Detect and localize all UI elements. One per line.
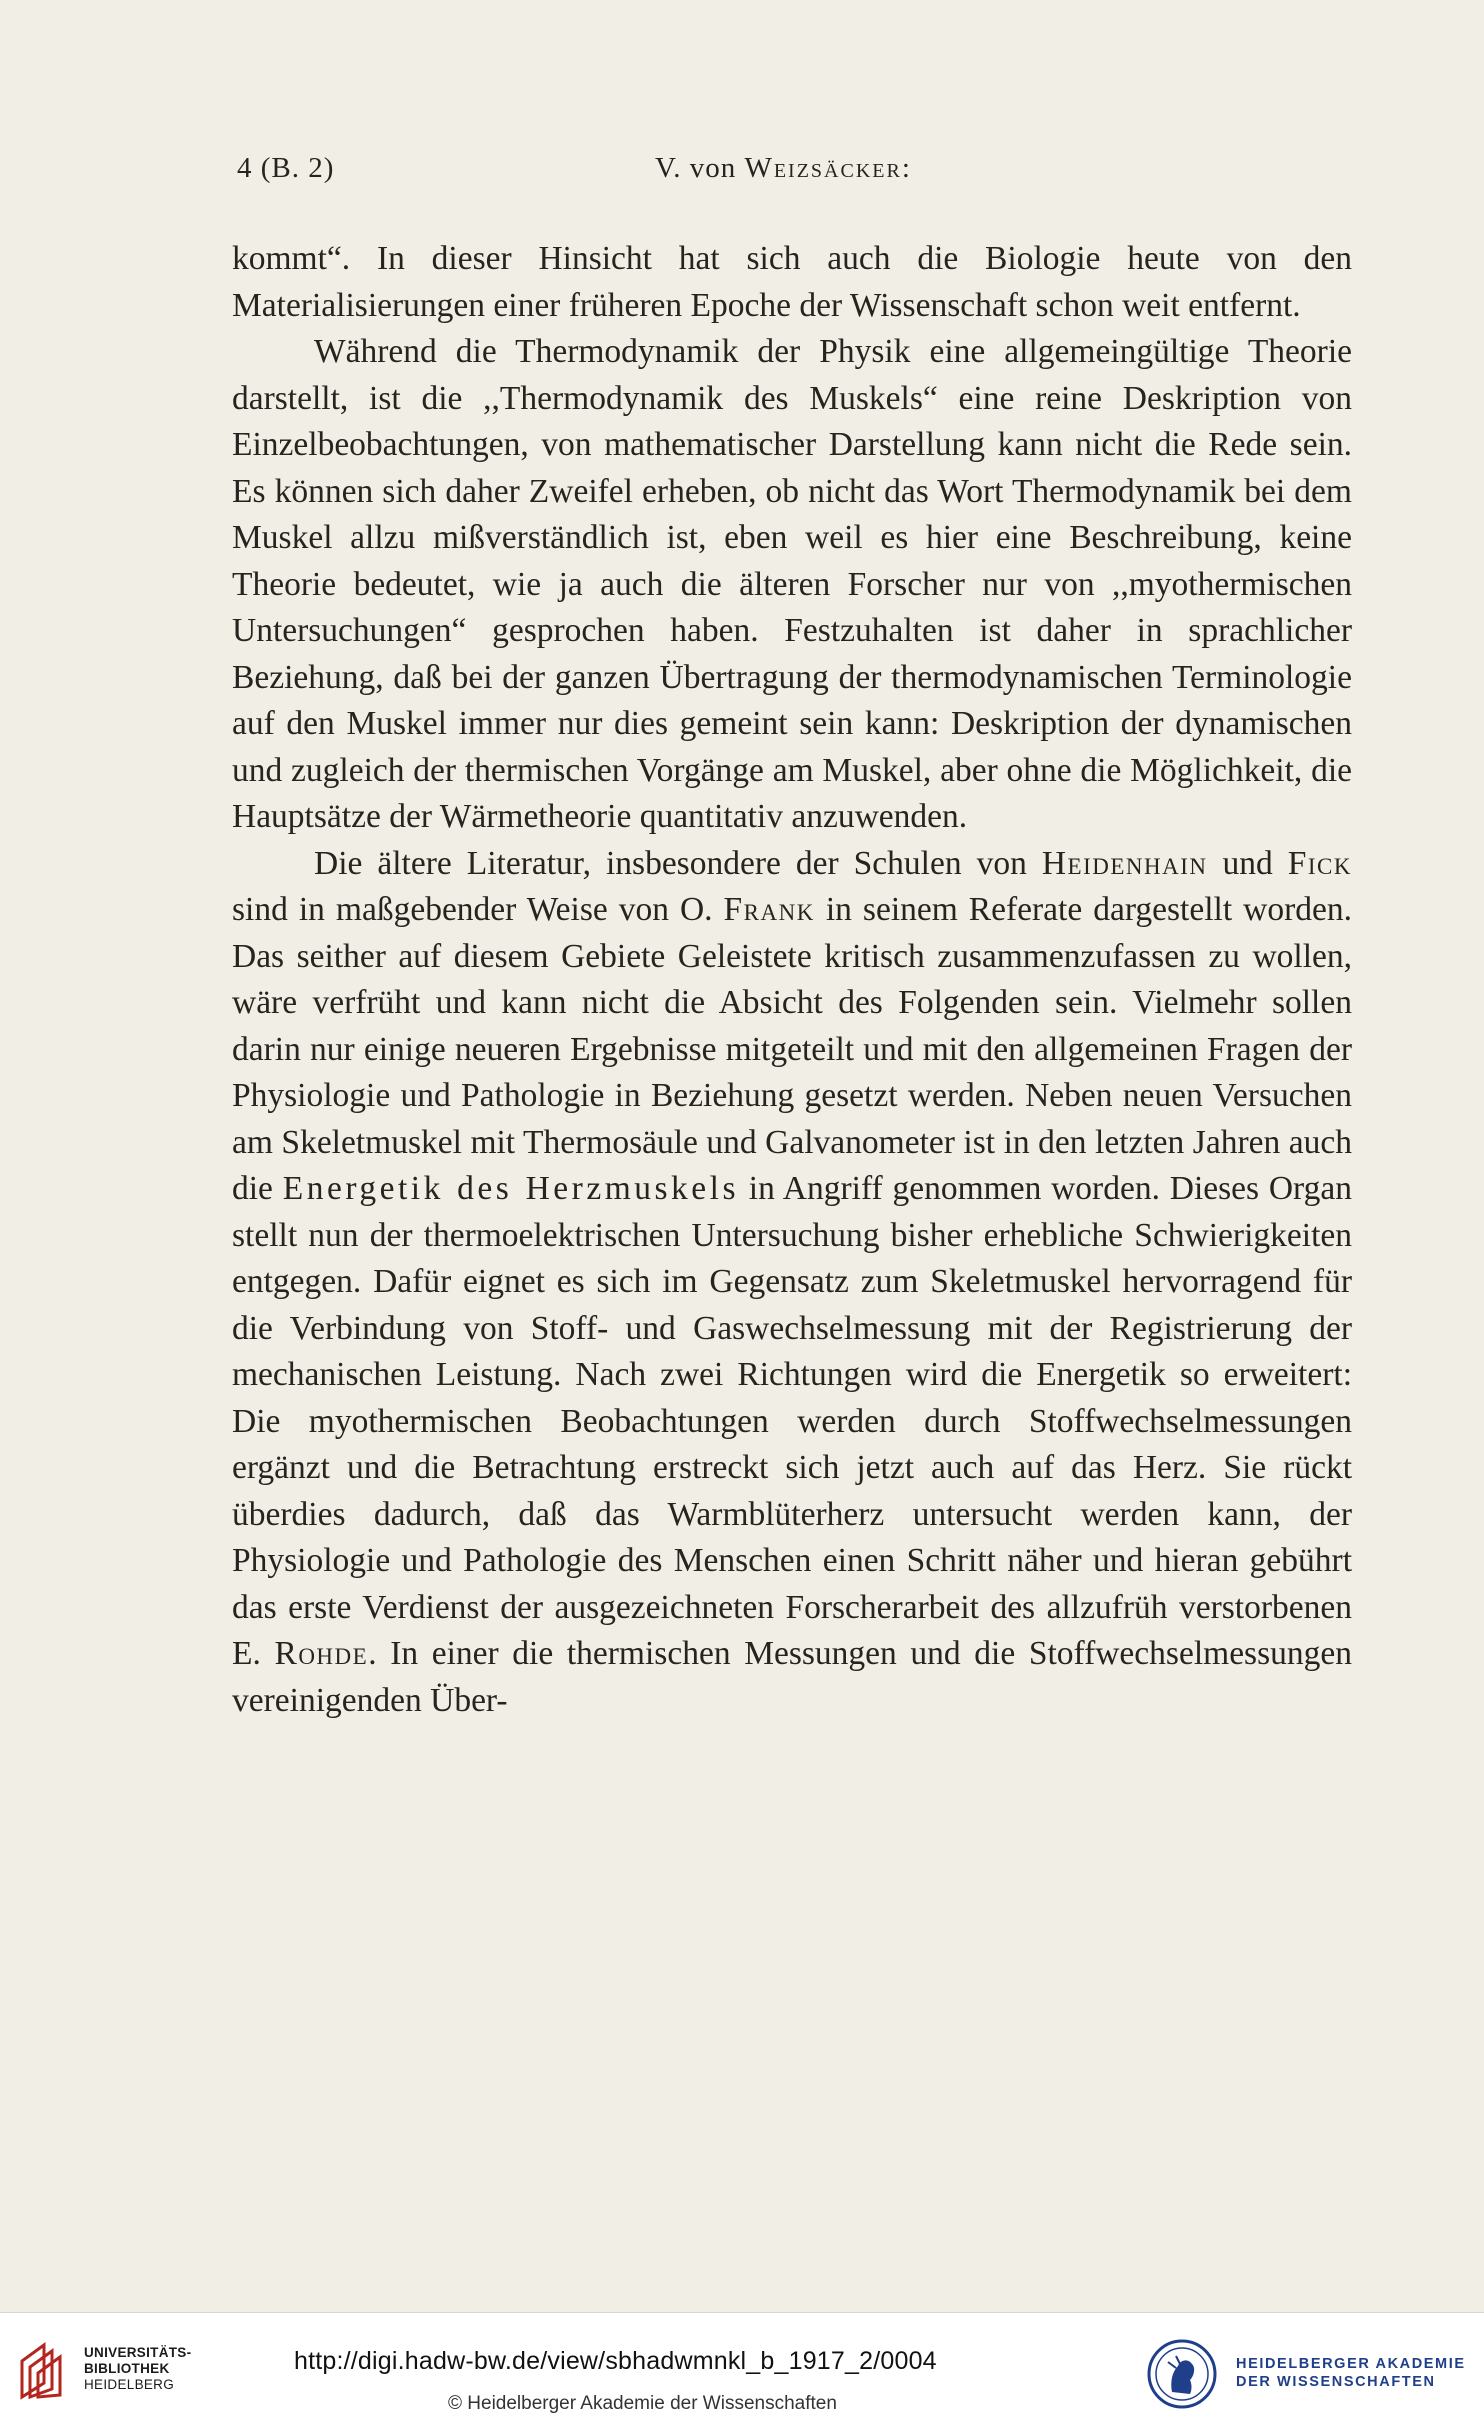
university-library-name: UNIVERSITÄTS- BIBLIOTHEK HEIDELBERG xyxy=(84,2345,192,2392)
author-name: V. von Weizsäcker: xyxy=(655,152,912,184)
page-number: 4 (B. 2) xyxy=(237,152,335,184)
viewer-footer xyxy=(0,2312,1484,2426)
academy-name: HEIDELBERGER AKADEMIE DER WISSENSCHAFTEN xyxy=(1236,2356,1466,2390)
body-text xyxy=(232,236,1352,1724)
person-name: Fick xyxy=(1287,844,1353,882)
emphasized-term: Energetik des Herzmuskels xyxy=(282,1170,739,1207)
person-name: Heidenhain xyxy=(1041,844,1208,882)
paragraph: kommt“. In dieser Hinsicht hat sich auch die Biologie heute von den Materialisierungen einer früheren Epoche der Wissenschaft schon weit entfernt. xyxy=(232,240,1352,324)
copyright-notice: © Heidelberger Akademie der Wissenschaften xyxy=(448,2393,837,2414)
academy-seal-icon xyxy=(1146,2338,1218,2410)
person-name: Frank xyxy=(723,891,815,928)
person-name: Rohde xyxy=(274,1635,369,1672)
paragraph: Die ältere Literatur, insbesondere der Schulen von Heidenhain und Fick sind in maßgebender Weise von O. Frank in seinem Referate dargestellt worden. Das seither auf diesem Gebiete Geleistete kritisch zusammenzufassen zu wollen, wäre verfrüht und kann nicht die Absicht des Folgenden sein. Vielmehr sollen darin nur einige neueren Ergebnisse mitgeteilt und mit den allgemeinen Fragen der Physiologie und Pathologie in Beziehung gesetzt werden. Neben neuen Versuchen am Skeletmuskel mit Thermosäule und Galvanometer ist in den letzten Jahren auch die Energetik des Herzmuskels in Angriff genommen worden. Dieses Organ stellt nun der thermoelektrischen Untersuchung bisher erhebliche Schwierigkeiten entgegen. Dafür eignet es sich im Gegensatz zum Skeletmuskel hervorragend für die Verbindung von Stoff- und Gaswechselmessung mit der Registrierung der mechanischen Leistung. Nach zwei Richtungen wird die Energetik so erweitert: Die myothermischen Beobachtungen werden durch Stoffwechselmessungen ergänzt und die Betrachtung erstreckt sich jetzt auch auf das Herz. Sie rückt überdies dadurch, daß das Warmblüterherz untersucht werden kann, der Physiologie und Pathologie des Menschen einen Schritt näher und hieran gebührt das erste Verdienst der ausgezeichneten Forscherarbeit des allzufrüh verstorbenen E. Rohde. In einer die thermischen Messungen und die Stoffwechselmessungen vereinigenden Über- xyxy=(232,844,1353,1719)
paragraph: Während die Thermodynamik der Physik eine allgemeingültige Theorie darstellt, ist die ,,Thermodynamik des Muskels“ eine reine Deskription von Einzelbeobachtungen, von mathematischer Darstellung kann nicht die Rede sein. Es können sich daher Zweifel erheben, ob nicht das Wort Thermodynamik bei dem Muskel allzu mißverständlich ist, eben weil es hier eine Beschreibung, keine Theorie bedeutet, wie ja auch die älteren Forscher nur von ,,myothermischen Untersuchungen“ gesprochen haben. Festzuhalten ist daher in sprachlicher Beziehung, daß bei der ganzen Übertragung der thermodynamischen Terminologie auf den Muskel immer nur dies gemeint sein kann: Deskription der dynamischen und zugleich der thermischen Vorgänge am Muskel, aber ohne die Möglichkeit, die Hauptsätze der Wärmetheorie quantitativ anzuwenden. xyxy=(232,333,1352,835)
permalink-url[interactable]: http://digi.hadw-bw.de/view/sbhadwmnkl_b_1917_2/0004 xyxy=(294,2347,937,2375)
running-head xyxy=(237,152,1349,198)
university-library-logo-icon xyxy=(14,2339,70,2405)
